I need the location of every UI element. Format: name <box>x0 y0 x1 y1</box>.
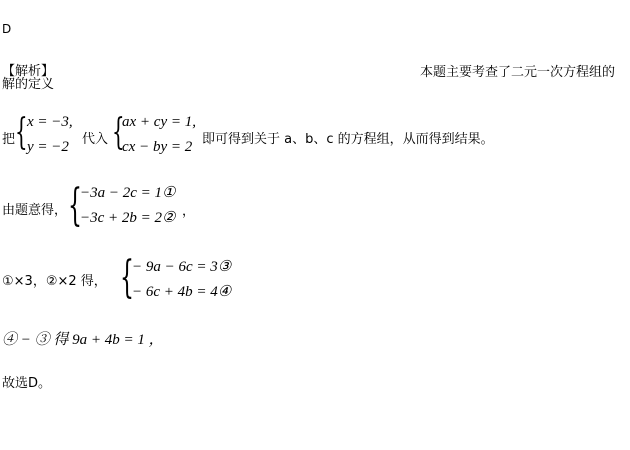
step3-equation1: − 9a − 6c = 3③ <box>132 259 232 275</box>
analysis-title: 【解析】 <box>2 64 55 79</box>
step1-substitute: 代入 <box>82 132 109 147</box>
step1-suffix: 即可得到关于 a、b、c 的方程组，从而得到结果。 <box>202 132 494 147</box>
step4-text: ④ − ③ 得 9a + 4b = 1 ， <box>2 332 164 348</box>
brace-icon: { <box>112 112 125 153</box>
step1-prefix: 把 <box>2 132 16 147</box>
step2-equation2: −3c + 2b = 2② <box>80 210 176 226</box>
step3-equation2: − 6c + 4b = 4④ <box>132 284 232 300</box>
conclusion-text: 故选D。 <box>2 376 52 391</box>
analysis-intro-continued: 解的定义 <box>2 77 55 92</box>
analysis-intro: 本题主要考查了二元一次方程组的 <box>420 65 616 80</box>
step3-prefix: ①×3，②×2 得， <box>2 274 107 289</box>
step2-prefix: 由题意得， <box>2 203 68 218</box>
answer-label: D <box>2 22 12 36</box>
step2-equation1: −3a − 2c = 1① <box>80 185 176 201</box>
brace-icon: { <box>68 180 82 231</box>
system-a-line1: x = −3, <box>27 114 73 130</box>
system-b-line2: cx − by = 2 <box>122 139 193 155</box>
system-a-line2: y = −2 <box>27 139 69 155</box>
step2-comma: ， <box>182 204 196 219</box>
system-b-line1: ax + cy = 1, <box>122 114 196 130</box>
brace-icon: { <box>15 112 28 153</box>
brace-icon: { <box>120 252 134 303</box>
